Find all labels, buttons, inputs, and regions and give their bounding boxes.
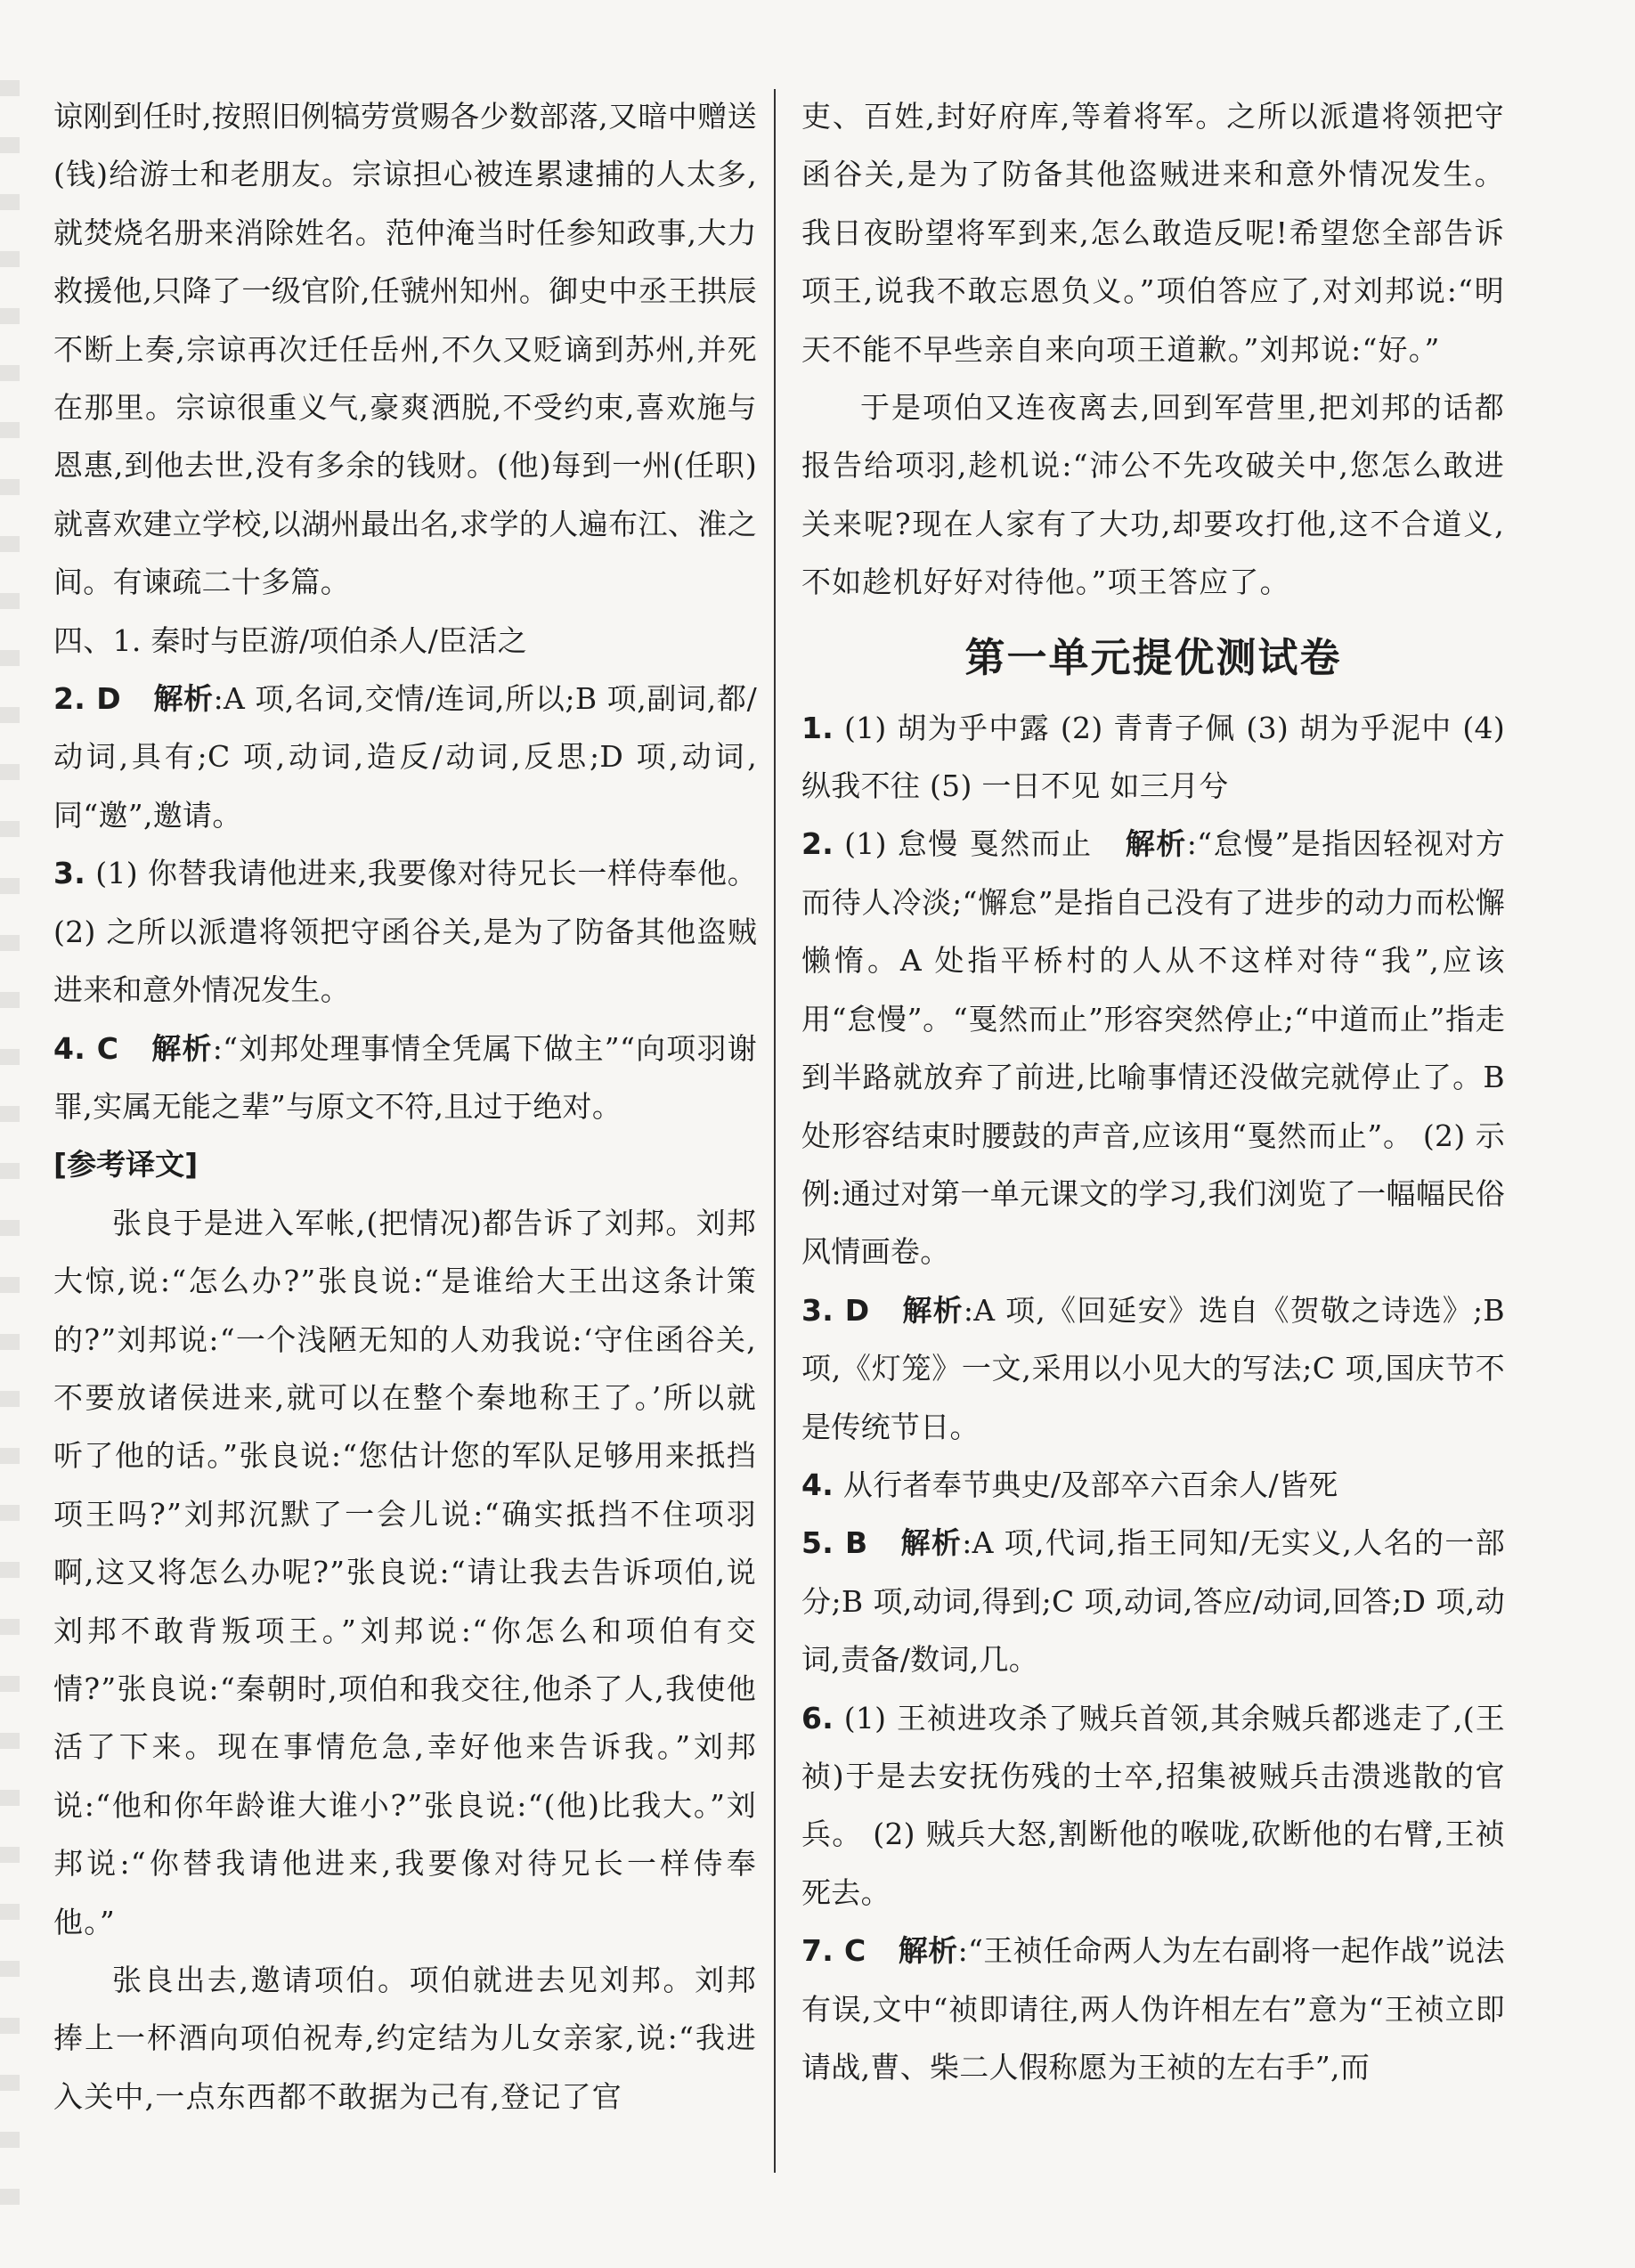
answer-2: 2. (1) 怠慢 戛然而止 解析:“怠慢”是指因轻视对方而待人冷淡;“懈怠”是指自己没有了进步的动力而松懈懒惰。A 处指平桥村的人从不这样对待“我”,应该用“怠慢”。“戛然而止”形容突然停止;“中道而止”指走到半路就放弃了前进,比喻事情还没做完就停止了。B 处形容结束时腰鼓的声音,应该用“戛然而止”。 (2) 示例:通过对第一单元课文的学习,我们浏览了一幅幅民俗风情画卷。 [801,826,1506,1270]
answer-7: 7. C 解析:“王祯任命两人为左右副将一起作战”说法有误,文中“祯即请往,两人伪许相左右”意为“王祯立即请战,曹、柴二人假称愿为王祯的左右手”,而 [801,1933,1505,2085]
right-column [801,87,1505,2096]
translation-paragraph: 张良于是进入军帐,(把情况)都告诉了刘邦。刘邦大惊,说:“怎么办?”张良说:“是谁给大王出这条计策的?”刘邦说:“一个浅陋无知的人劝我说:‘守住函谷关,不要放诸侯进来,就可以在整个秦地称王了。’所以就听了他的话。”张良说:“您估计您的军队足够用来抵挡项王吗?”刘邦沉默了一会儿说:“确实抵挡不住项羽啊,这又将怎么办呢?”张良说:“请让我去告诉项伯,说刘邦不敢背叛项王。”刘邦说:“你怎么和项伯有交情?”张良说:“秦朝时,项伯和我交往,他杀了人,我使他活了下来。现在事情危急,幸好他来告诉我。”刘邦说:“他和你年龄谁大谁小?”张良说:“(他)比我大。”刘邦说:“你替我请他进来,我要像对待兄长一样侍奉他。” [53,1205,757,1939]
column-divider [774,89,776,2173]
answer-1: 1. (1) 胡为乎中露 (2) 青青子佩 (3) 胡为乎泥中 (4) 纵我不往 (5) 一日不见 如三月兮 [801,710,1505,804]
translation-paragraph: 吏、百姓,封好府库,等着将军。之所以派遣将领把守函谷关,是为了防备其他盗贼进来和意外情况发生。我日夜盼望将军到来,怎么敢造反呢!希望您全部告诉项王,说我不敢忘恩负义。”项伯答应了,对刘邦说:“明天不能不早些亲自来向项王道歉。”刘邦说:“好。” [801,99,1505,367]
translation-paragraph: 于是项伯又连夜离去,回到军营里,把刘邦的话都报告给项羽,趁机说:“沛公不先攻破关中,您怎么敢进关来呢?现在人家有了大功,却要攻打他,这不合道义,不如趁机好好对待他。”项王答应了。 [801,390,1505,600]
answer-6: 6. (1) 王祯进攻杀了贼兵首领,其余贼兵都逃走了,(王祯)于是去安抚伤残的士卒,招集被贼兵击溃逃散的官兵。 (2) 贼兵大怒,割断他的喉咙,砍断他的右臂,王祯死去。 [801,1700,1505,1910]
answer-4: 4. C 解析:“刘邦处理事情全凭属下做主”“向项羽谢罪,实属无能之辈”与原文不符,且过于绝对。 [53,1030,758,1124]
binding-edge [0,80,20,2217]
translation-paragraph: 谅刚到任时,按照旧例犒劳赏赐各少数部落,又暗中赠送(钱)给游士和老朋友。宗谅担心被连累逮捕的人太多,就焚烧名册来消除姓名。范仲淹当时任参知政事,大力救援他,只降了一级官阶,任虢州知州。御史中丞王拱辰不断上奏,宗谅再次迁任岳州,不久又贬谪到苏州,并死在那里。宗谅很重义气,豪爽洒脱,不受约束,喜欢施与恩惠,到他去世,没有多余的钱财。(他)每到一州(任职)就喜欢建立学校,以湖州最出名,求学的人遍布江、淮之间。有谏疏二十多篇。 [53,99,757,600]
answer-2: 2. D 解析:A 项,名词,交情/连词,所以;B 项,副词,都/动词,具有;C 项,动词,造反/动词,反思;D 项,动词,同“邀”,邀请。 [53,681,757,833]
answer-3: 3. (1) 你替我请他进来,我要像对待兄长一样侍奉他。 (2) 之所以派遣将领把守函谷关,是为了防备其他盗贼进来和意外情况发生。 [53,856,757,1008]
answer-3: 3. D 解析:A 项,《回延安》选自《贺敬之诗选》;B 项,《灯笼》一文,采用以小见大的写法;C 项,国庆节不是传统节日。 [801,1292,1505,1444]
reference-translation-heading: [参考译文] [53,1147,199,1183]
answer-5: 5. B 解析:A 项,代词,指王同知/无实义,人名的一部分;B 项,动词,得到;C 项,动词,答应/动词,回答;D 项,动词,责备/数词,几。 [801,1525,1505,1678]
translation-paragraph: 张良出去,邀请项伯。项伯就进去见刘邦。刘邦捧上一杯酒向项伯祝寿,约定结为儿女亲家,说:“我进入关中,一点东西都不敢据为己有,登记了官 [53,1963,757,2114]
left-column [53,87,757,2126]
answer-4: 4. 从行者奉节典史/及部卒六百余人/皆死 [801,1467,1338,1502]
answer-4-1: 四、1. 秦时与臣游/项伯杀人/臣活之 [53,622,527,658]
section-title: 第一单元提优测试卷 [964,633,1342,681]
